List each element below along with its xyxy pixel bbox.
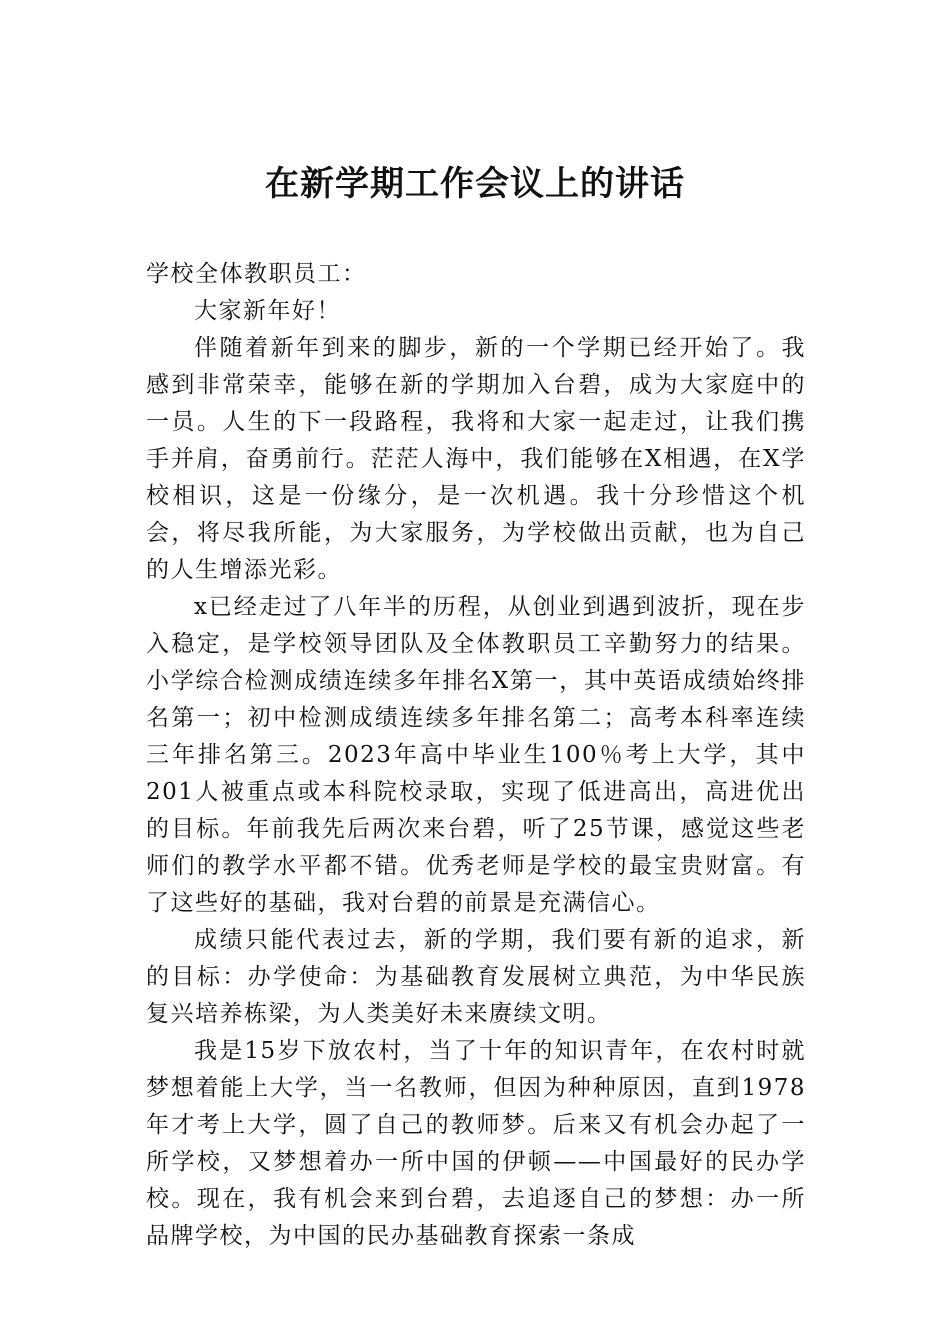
paragraph-achievements: x已经走过了八年半的历程，从创业到遇到波折，现在步入稳定，是学校领导团队及全体教职员工辛勤努力的结果。小学综合检测成绩连续多年排名X第一，其中英语成绩始终排名第一；初中检测成绩连续多年排名第二；高考本科率连续三年排名第三。2023年高中毕业生100％考上大学，其中201人被重点或本科院校录取，实现了低进高出，高进优出的目标。年前我先后两次来台碧，听了25节课，感觉这些老师们的教学水平都不错。优秀老师是学校的最宝贵财富。有了这些好的基础，我对台碧的前景是充满信心。 [146,594,806,916]
document-body [146,256,806,1255]
paragraph-new-goals: 成绩只能代表过去，新的学期，我们要有新的追求，新的目标：办学使命：为基础教育发展树立典范，为中华民族复兴培养栋梁，为人类美好未来赓续文明。 [146,927,806,1027]
paragraph-greeting: 大家新年好！ [194,298,341,324]
document-title: 在新学期工作会议上的讲话 [265,164,685,204]
paragraph-personal-story: 我是15岁下放农村，当了十年的知识青年，在农村时就梦想着能上大学，当一名教师，但因为种种原因，直到1978年才考上大学，圆了自己的教师梦。后来又有机会办起了一所学校，又梦想着办一所中国的伊顿——中国最好的民办学校。现在，我有机会来到台碧，去追逐自己的梦想：办一所品牌学校，为中国的民办基础教育探索一条成 [146,1038,806,1249]
salutation: 学校全体教职员工： [146,261,367,287]
paragraph-introduction: 伴随着新年到来的脚步，新的一个学期已经开始了。我感到非常荣幸，能够在新的学期加入台碧，成为大家庭中的一员。人生的下一段路程，我将和大家一起走过，让我们携手并肩，奋勇前行。茫茫人海中，我们能够在X相遇，在X学校相识，这是一份缘分，是一次机遇。我十分珍惜这个机会，将尽我所能，为大家服务，为学校做出贡献，也为自己的人生增添光彩。 [146,335,806,583]
